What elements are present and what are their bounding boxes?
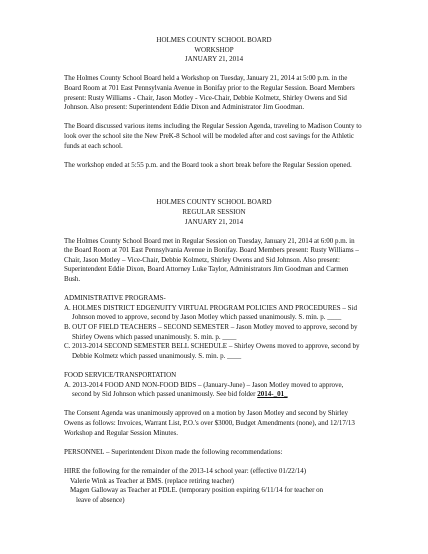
regular-board-title: HOLMES COUNTY SCHOOL BOARD bbox=[156, 198, 272, 207]
regular-session-title: REGULAR SESSION bbox=[182, 207, 246, 216]
hire-item-galloway: Magen Galloway as Teacher at PDLE. (temporary position expiring 6/11/14 for teacher on bbox=[70, 486, 324, 495]
personnel-paragraph: PERSONNEL – Superintendent Dixon made the following recommendations: bbox=[64, 447, 283, 456]
consent-agenda-paragraph: The Consent Agenda was unanimously approved on a motion by Jason Motley and second by Shirley Owens as follows: Invoices, Warrant List, P.O.'s over $3000, Budget Amendments (none), and 12/17/13 Workshop and Regular Session Minutes. bbox=[64, 409, 355, 437]
workshop-paragraph-adjourn: The workshop ended at 5:55 p.m. and the Board took a short break before the Regular Session opened. bbox=[64, 160, 352, 169]
admin-item-a: A. HOLMES DISTRICT EDGENUITY VIRTUAL PROGRAM POLICIES AND PROCEDURES – Sid Johnson moved to approve, second by Jason Motley which passed unanimously. S. min. p. ____ bbox=[64, 303, 358, 322]
workshop-paragraph-discussion: The Board discussed various items including the Regular Session Agenda, traveling to Madison County to look over the school site the New PreK-8 School will be modeled after and cost savings for the Athletic funds at each school. bbox=[64, 122, 362, 150]
admin-item-c: C. 2013-2014 SECOND SEMESTER BELL SCHEDULE – Shirley Owens moved to approve, second by Debbie Kolmetz which passed unanimously. S. min. p. ____ bbox=[64, 342, 360, 360]
hire-item-wink: Valerie Wink as Teacher at BMS. (replace retiring teacher) bbox=[70, 476, 234, 485]
regular-session-header bbox=[64, 198, 364, 227]
hire-item-galloway-continued: leave of absence) bbox=[76, 495, 125, 504]
admin-item-b: B. OUT OF FIELD TEACHERS – SECOND SEMESTER – Jason Motley moved to approve, second by Shirley Owens which passed unanimously. S. min. p. ____ bbox=[64, 323, 358, 341]
regular-session-date: JANUARY 21, 2014 bbox=[184, 217, 244, 226]
hire-heading: HIRE the following for the remainder of the 2013-14 school year: (effective 01/22/14) bbox=[64, 466, 307, 475]
workshop-header bbox=[64, 36, 364, 65]
bid-folder-number: 2014-_01_ bbox=[257, 390, 288, 399]
food-item-a-text: A. 2013-2014 FOOD AND NON-FOOD BIDS – (January-June) – Jason Motley moved to approve, second by Sid Johnson which passed unanimously. See bid folder bbox=[64, 380, 344, 399]
workshop-date: JANUARY 21, 2014 bbox=[184, 55, 244, 64]
food-item-a bbox=[64, 381, 364, 400]
regular-paragraph-attendance: The Holmes County School Board met in Regular Session on Tuesday, January 21, 2014 at 6:00 p.m. in the Board Room at 701 East Pennsylvania Avenue in Bonifay. Board Members present: Rusty Williams – Chair, Jason Motley – Vice-Chair, Debbie Kolmetz, Shirley Owens and Sid Johnson. Also present: Superintendent Eddie Dixon, Board Attorney Luke Taylor, Administrators Jim Goodman and Carmen Bush. bbox=[64, 236, 359, 284]
workshop-title: WORKSHOP bbox=[194, 45, 234, 54]
workshop-paragraph-attendance: The Holmes County School Board held a Workshop on Tuesday, January 21, 2014 at 5:00 p.m. in the Board Room at 701 East Pennsylvania Avenue in Bonifay prior to the Regular Session. Board Members present: Rusty Williams - Chair, Jason Motley - Vice-Chair, Debbie Kolmetz, Shirley Owens and Sid Johnson. Also present: Superintendent Eddie Dixon and Administrator Jim Goodman. bbox=[64, 74, 355, 112]
food-service-heading: FOOD SERVICE/TRANSPORTATION bbox=[64, 371, 177, 379]
admin-programs-heading: ADMINISTRATIVE PROGRAMS- bbox=[64, 294, 166, 303]
workshop-board-title: HOLMES COUNTY SCHOOL BOARD bbox=[156, 36, 272, 44]
